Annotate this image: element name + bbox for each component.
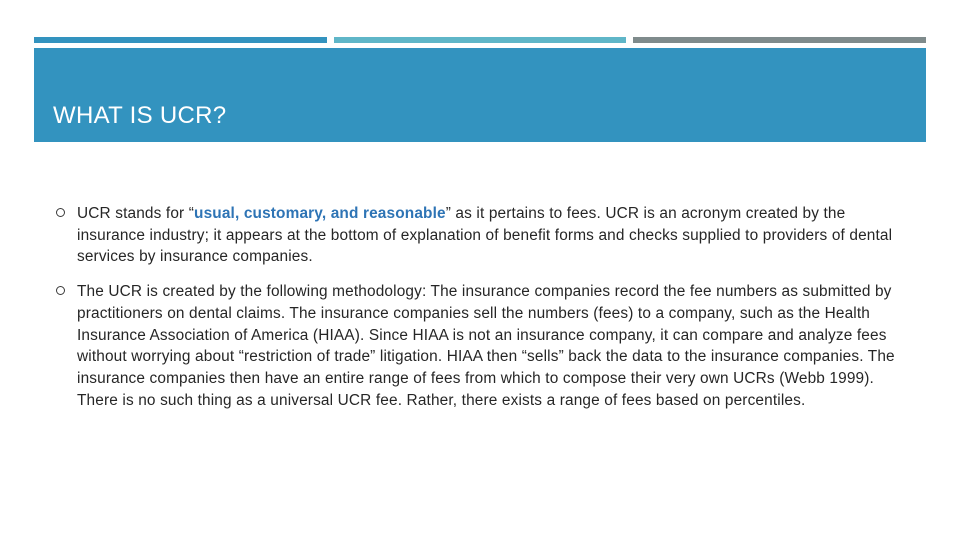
title-band bbox=[34, 48, 926, 142]
bullet-text: The UCR is created by the following methodology: The insurance companies record the fee numbers as submitted by practitioners on dental claims. The insurance companies sell the numbers (fees) to a company, such as the Health Insurance Association of America (HIAA). Since HIAA is not an insurance company, it can compare and analyze fees without worrying about “restriction of trade” litigation. HIAA then “sells” back the data to the insurance companies. The insurance companies then have an entire range of fees from which to compose their very own UCRs (Webb 1999). There is no such thing as a universal UCR fee. Rather, there exists a range of fees based on percentiles. bbox=[77, 283, 895, 409]
bullet-list bbox=[56, 203, 916, 411]
accent-bar-teal bbox=[334, 37, 626, 43]
bullet-text-prefix: UCR stands for “ bbox=[77, 205, 195, 222]
circle-bullet-icon bbox=[56, 208, 65, 217]
bullet-item bbox=[56, 203, 916, 268]
bullet-text-suffix: ” as it pertains to fees. UCR is an acronym created by the insurance industry; it appears at the bottom of explanation of benefit forms and checks supplied to providers of dental services by insurance companies. bbox=[77, 205, 893, 266]
bullet-item bbox=[56, 281, 916, 411]
highlighted-term: usual, customary, and reasonable bbox=[194, 205, 446, 222]
circle-bullet-icon bbox=[56, 286, 65, 295]
slide-title: WHAT IS UCR? bbox=[53, 102, 227, 129]
accent-bar-gray bbox=[633, 37, 926, 43]
accent-bar-blue bbox=[34, 37, 327, 43]
